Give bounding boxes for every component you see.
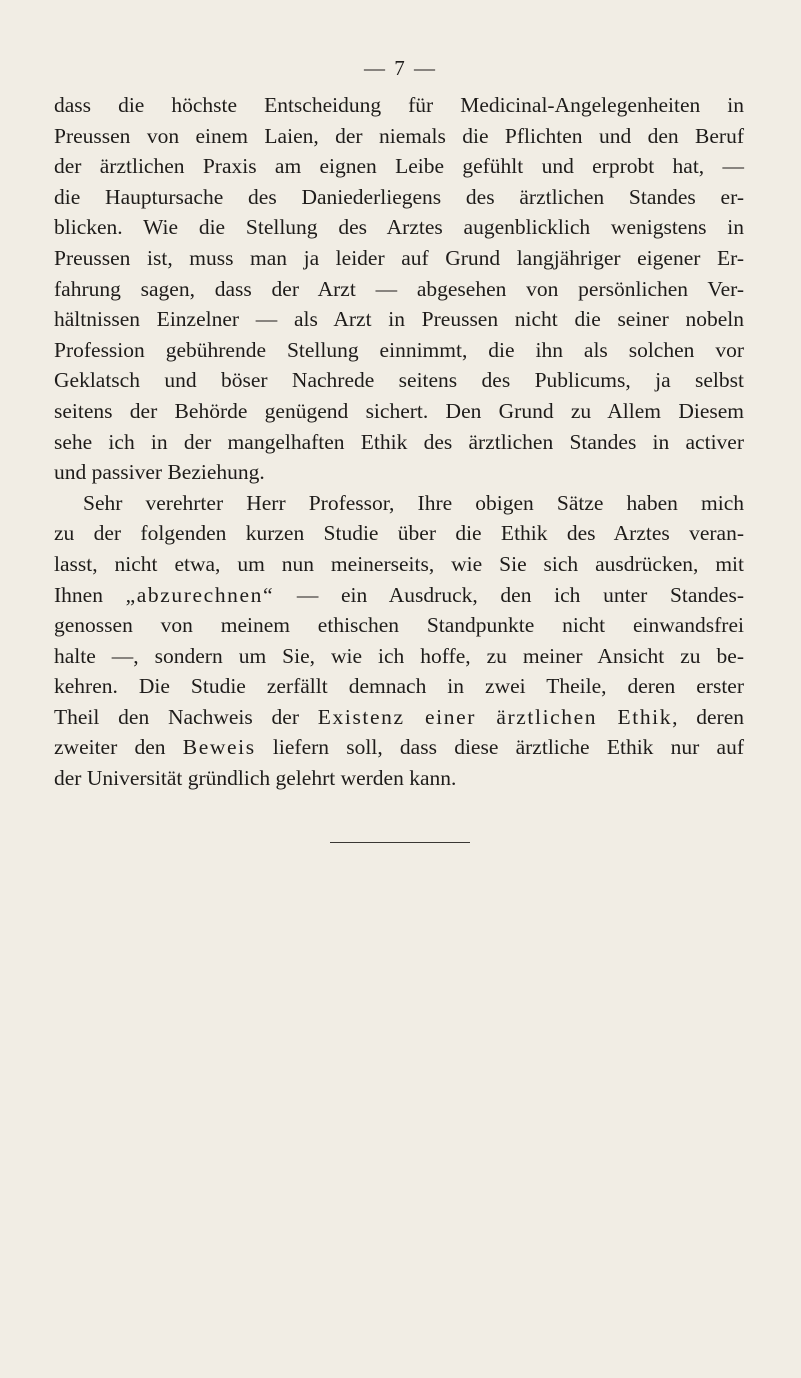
end-rule <box>330 842 470 843</box>
text-line: genossen von meinem ethischen Standpunkte nicht einwandsfrei <box>54 613 744 638</box>
paragraph-start-line: Sehr verehrter Herr Professor, Ihre obigen Sätze haben mich <box>83 490 744 515</box>
text-line: hältnissen Einzelner — als Arzt in Preussen nicht die seiner nobeln <box>54 307 744 332</box>
page-number: — 7 — <box>364 56 437 80</box>
text-line: sehe ich in der mangelhaften Ethik des ärztlichen Standes in activer <box>54 429 744 454</box>
text-line: Preussen ist, muss man ja leider auf Grund langjähriger eigener Er- <box>54 245 744 270</box>
text-line: seitens der Behörde genügend sichert. Den Grund zu Allem Diesem <box>54 398 744 423</box>
emphasized-word: „abzurechnen“ <box>125 582 275 607</box>
text-fragment: liefern soll, dass diese ärztliche Ethik nur auf <box>272 735 744 760</box>
text-line: fahrung sagen, dass der Arzt — abgesehen von persönlichen Ver- <box>54 276 744 301</box>
text-line: blicken. Wie die Stellung des Arztes augenblicklich wenigstens in <box>54 215 744 240</box>
text-fragment: Ihnen <box>54 582 126 607</box>
text-line: lasst, nicht etwa, um nun meinerseits, wie Sie sich ausdrücken, mit <box>54 551 744 576</box>
text-fragment: zweiter den <box>54 735 166 760</box>
text-fragment: , deren <box>672 704 745 729</box>
text-line: zu der folgenden kurzen Studie über die Ethik des Arztes veran- <box>54 521 744 546</box>
emphasized-word: Beweis <box>182 735 256 760</box>
text-line: Geklatsch und böser Nachrede seitens des Publicums, ja selbst <box>54 368 744 393</box>
text-fragment: — ein Ausdruck, den ich unter Standes- <box>274 582 745 607</box>
text-line: halte —, sondern um Sie, wie ich hoffe, zu meiner Ansicht zu be- <box>54 643 744 668</box>
text-line: Preussen von einem Laien, der niemals die Pflichten und den Beruf <box>54 123 744 148</box>
text-line-emphasis <box>54 580 744 611</box>
emphasized-phrase: Existenz einer ärztlichen Ethik <box>317 704 673 729</box>
text-line-emphasis <box>54 732 744 763</box>
text-line: Profession gebührende Stellung einnimmt, die ihn als solchen vor <box>54 337 744 362</box>
paragraph-end-line: und passiver Beziehung. <box>54 460 265 485</box>
text-line-emphasis <box>54 702 744 733</box>
text-line: die Hauptursache des Daniederliegens des ärztlichen Standes er- <box>54 184 744 209</box>
paragraph-end-line: der Universität gründlich gelehrt werden kann. <box>54 766 457 791</box>
body-text <box>54 90 744 794</box>
text-line: der ärztlichen Praxis am eignen Leibe gefühlt und erprobt hat, — <box>54 154 744 179</box>
text-line: dass die höchste Entscheidung für Medicinal-Angelegenheiten in <box>54 93 744 117</box>
text-line: kehren. Die Studie zerfällt demnach in zwei Theile, deren erster <box>54 674 744 699</box>
text-fragment: Theil den Nachweis der <box>54 704 318 729</box>
